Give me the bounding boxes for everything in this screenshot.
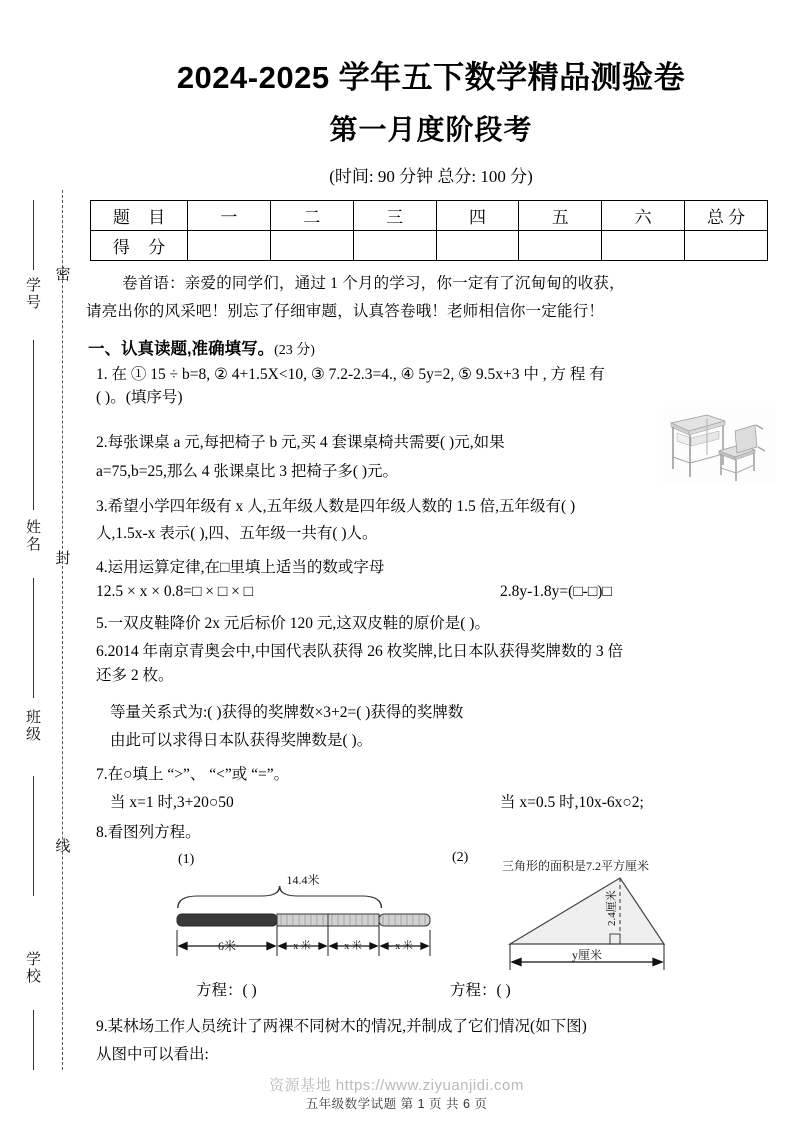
figure-2-label: (2) [452, 850, 469, 865]
question-8-line-1: 8.看图列方程。 [96, 824, 201, 841]
triangle-area-caption: 三角形的面积是7.2平方厘米 [502, 859, 650, 873]
svg-text:x 米: x 米 [293, 941, 311, 952]
svg-text:6米: 6米 [217, 939, 237, 953]
figure-1-label: (1) [178, 852, 195, 867]
question-7-expr-right: 当 x=0.5 时,10x-6x○2; [500, 794, 644, 811]
field-label-school: 学 校 [25, 952, 42, 985]
figure-triangle-diagram [468, 858, 768, 983]
question-2-line-1: 2.每张课桌 a 元,每把椅子 b 元,买 4 套课桌椅共需要( )元,如果 [96, 434, 505, 451]
seal-char-xian: 线 [55, 839, 71, 855]
score-table-col-2: 二 [270, 201, 353, 231]
figure-1-equation-prompt[interactable]: 方程：( ) [196, 982, 257, 999]
question-7-expr-left: 当 x=1 时,3+20○50 [110, 794, 234, 811]
score-cell-5[interactable] [519, 231, 602, 261]
score-table-label-title: 题 目 [91, 201, 188, 231]
score-cell-1[interactable] [188, 231, 271, 261]
score-table [90, 200, 768, 261]
question-3-line-2: 人,1.5x-x 表示( ),四、五年级一共有( )人。 [96, 525, 378, 542]
table-row-scores [91, 231, 768, 261]
svg-text:y厘米: y厘米 [571, 948, 603, 962]
seal-rule-2 [33, 340, 34, 510]
seal-char-feng: 封 [55, 551, 71, 567]
seal-dashed-line [62, 190, 63, 1070]
score-cell-3[interactable] [353, 231, 436, 261]
question-1-line-1: 1. 在 ① 15 ÷ b=8, ② 4+1.5X<10, ③ 7.2-2.3=4., ④ 5y=2, ⑤ 9.5x+3 中 , 方 程 有 [96, 366, 605, 383]
score-table-col-1: 一 [188, 201, 271, 231]
seal-rule-3 [33, 578, 34, 698]
page-footer: 五年级数学试题 第 1 页 共 6 页 [305, 1097, 488, 1111]
score-cell-4[interactable] [436, 231, 519, 261]
score-table-col-4: 四 [436, 201, 519, 231]
seal-rule-1 [33, 200, 34, 270]
question-3-line-1: 3.希望小学四年级有 x 人,五年级人数是四年级人数的 1.5 倍,五年级有( ) [96, 498, 576, 515]
section-heading-1 [88, 335, 315, 359]
field-label-class: 班 级 [25, 710, 42, 743]
score-cell-2[interactable] [270, 231, 353, 261]
score-table-col-3: 三 [353, 201, 436, 231]
question-6-line-3: 等量关系式为:( )获得的奖牌数×3+2=( )获得的奖牌数 [110, 704, 464, 721]
seal-line-column [0, 0, 86, 1122]
section-heading-1-text: 一、认真读题,准确填写。 [88, 340, 275, 358]
question-6-line-1: 6.2014 年南京青奥会中,中国代表队获得 26 枚奖牌,比日本队获得奖牌数的 3 倍 [96, 643, 624, 660]
svg-text:2.4厘米: 2.4厘米 [606, 890, 618, 926]
intro-line-1: 卷首语：亲爱的同学们，通过 1 个月的学习，你一定有了沉甸甸的收获， [122, 275, 625, 292]
seal-rule-4 [33, 776, 34, 896]
table-row-header [91, 201, 768, 231]
svg-text:x 米: x 米 [395, 941, 413, 952]
question-7-line-1: 7.在○填上 “>”、 “<”或 “=”。 [96, 766, 290, 783]
exam-time-score-note: (时间: 90 分钟 总分: 100 分) [329, 167, 533, 186]
question-4-line-1: 4.运用运算定律,在□里填上适当的数或字母 [96, 559, 385, 576]
section-heading-1-points: (23 分) [274, 343, 315, 358]
question-4-expr-right: 2.8y-1.8y=(□-□)□ [500, 583, 612, 600]
figure-bar-diagram [155, 862, 455, 982]
seal-char-mi: 密 [55, 267, 71, 283]
svg-text:14.4米: 14.4米 [286, 873, 320, 887]
figure-2-equation-prompt[interactable]: 方程：( ) [450, 982, 511, 999]
question-6-line-4: 由此可以求得日本队获得奖牌数是( )。 [110, 732, 373, 749]
score-table-col-5: 五 [519, 201, 602, 231]
score-cell-total[interactable] [685, 231, 768, 261]
question-4-expr-left: 12.5 × x × 0.8=□ × □ × □ [96, 583, 254, 600]
page-subtitle-exam: 第一月度阶段考 [329, 114, 533, 145]
question-1-line-2: ( )。(填序号) [96, 389, 183, 406]
watermark: 资源基地 https://www.ziyuanjidi.com [269, 1077, 524, 1094]
question-2-line-2: a=75,b=25,那么 4 张课桌比 3 把椅子多( )元。 [96, 463, 399, 480]
question-9-line-1: 9.某林场工作人员统计了两裸不同树木的情况,并制成了它们情况(如下图) [96, 1018, 587, 1035]
intro-line-2: 请亮出你的风采吧！别忘了仔细审题，认真答卷哦！老师相信你一定能行！ [86, 303, 605, 320]
field-label-student-id: 学 号 [25, 278, 42, 311]
question-5-line-1: 5.一双皮鞋降价 2x 元后标价 120 元,这双皮鞋的原价是( )。 [96, 615, 490, 632]
score-table-col-6: 六 [602, 201, 685, 231]
score-table-label-score: 得 分 [91, 231, 188, 261]
question-9-line-2: 从图中可以看出: [96, 1046, 209, 1063]
page-title: 2024-2025 学年五下数学精品测验卷 [176, 60, 686, 95]
seal-rule-5 [33, 1010, 34, 1070]
score-cell-6[interactable] [602, 231, 685, 261]
svg-text:x 米: x 米 [344, 941, 362, 952]
desk-and-chair-illustration [663, 407, 775, 485]
field-label-name: 姓 名 [25, 520, 42, 553]
question-6-line-2: 还多 2 枚。 [96, 667, 174, 684]
score-table-col-total: 总 分 [685, 201, 768, 231]
